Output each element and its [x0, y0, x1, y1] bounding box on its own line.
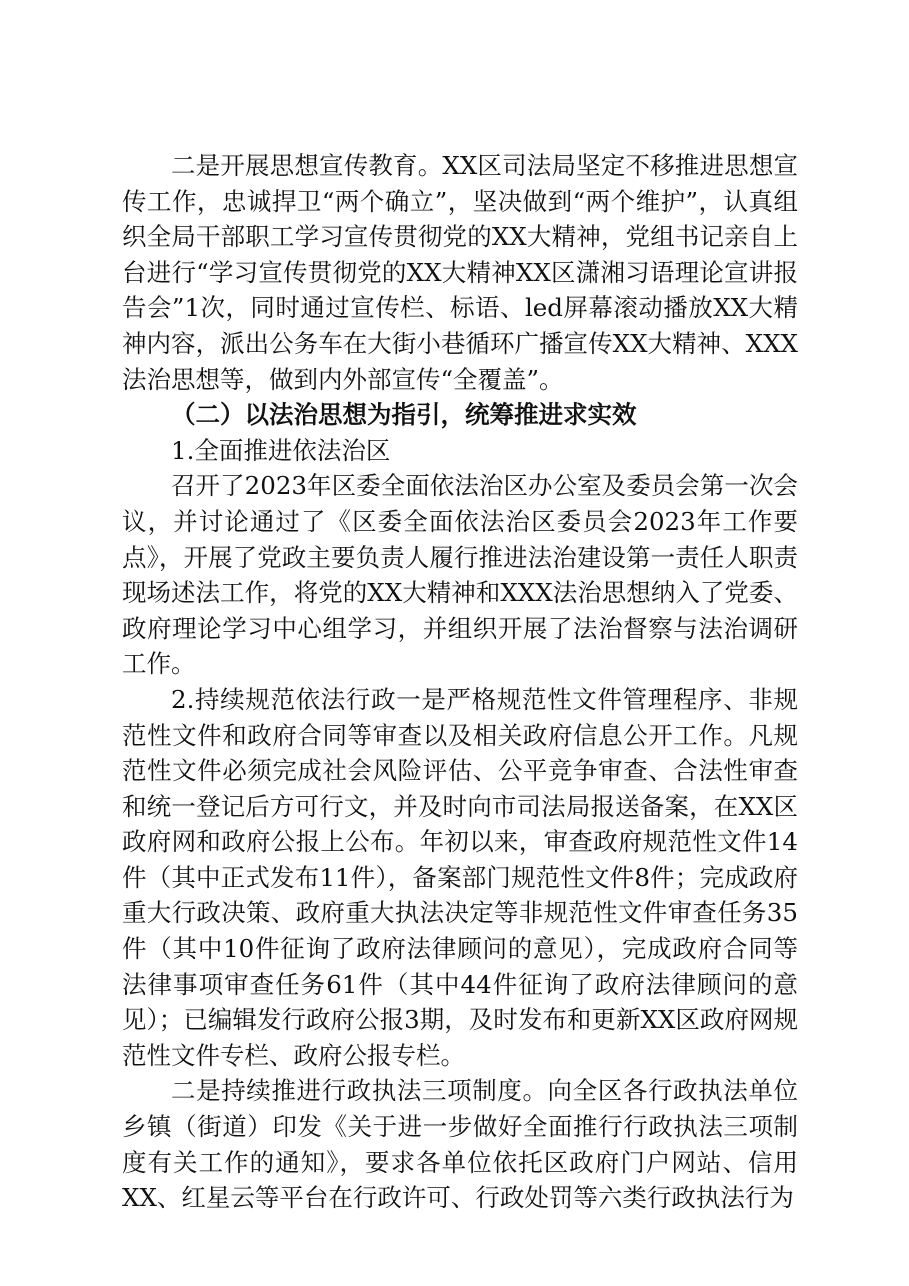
paragraph-law-enforcement-systems: 二是持续推进行政执法三项制度。向全区各行政执法单位乡镇（街道）印发《关于进一步做好全面推行行政执法三项制度有关工作的通知》，要求各单位依托区政府门户网站、信用XX、红星云等平台在行政许可、行政处罚等六类行政执法行为: [122, 1076, 798, 1213]
subsection-heading: 1.全面推进依法治区: [171, 435, 391, 465]
section-heading: （二）以法治思想为指引，统筹推进求实效: [171, 400, 637, 430]
paragraph-administration-by-law: 2.持续规范依法行政一是严格规范性文件管理程序、非规范性文件和政府合同等审查以及相关政府信息公开工作。凡规范性文件必须完成社会风险评估、公平竞争审查、合法性审查和统一登记后方可行文，并及时向市司法局报送备案，在XX区政府网和政府公报上公布。年初以来，审查政府规范性文件14件（其中正式发布11件），备案部门规范性文件8件；完成政府重大行政决策、政府重大执法决定等非规范性文件审查任务35件（其中10件征询了政府法律顾问的意见），完成政府合同等法律事项审查任务61件（其中44件征询了政府法律顾问的意见）；已编辑发行政府公报3期，及时发布和更新XX区政府网规范性文件专栏、政府公报专栏。: [122, 684, 798, 1070]
document-body: [122, 148, 798, 1216]
paragraph-rule-of-law: 召开了2023年区委全面依法治区办公室及委员会第一次会议，并讨论通过了《区委全面依法治区委员会2023年工作要点》，开展了党政主要负责人履行推进法治建设第一责任人职责现场述法工作，将党的XX大精神和XXX法治思想纳入了党委、政府理论学习中心组学习，并组织开展了法治督察与法治调研工作。: [122, 471, 798, 679]
paragraph-ideological-publicity: 二是开展思想宣传教育。XX区司法局坚定不移推进思想宣传工作，忠诚捍卫“两个确立”，坚决做到“两个维护”，认真组织全局干部职工学习宣传贯彻党的XX大精神，党组书记亲自上台进行“学习宣传贯彻党的XX大精神XX区潇湘习语理论宣讲报告会”1次，同时通过宣传栏、标语、led屏幕滚动播放XX大精神内容，派出公务车在大街小巷循环广播宣传XX大精神、XXX法治思想等，做到内外部宣传“全覆盖”。: [122, 151, 798, 394]
